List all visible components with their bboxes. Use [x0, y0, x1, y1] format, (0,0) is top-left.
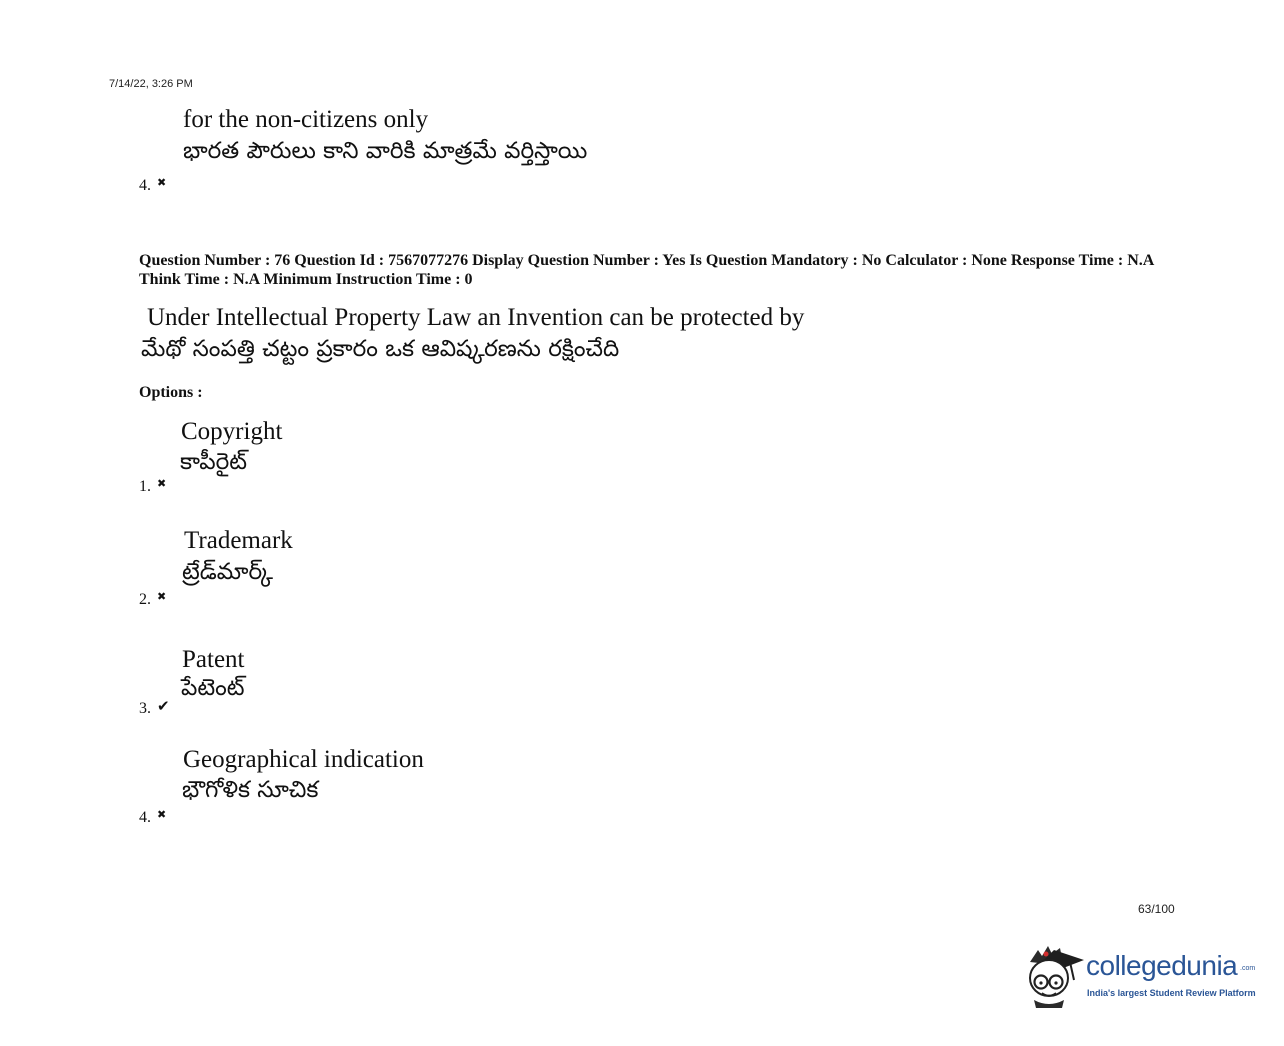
option-1-marker	[139, 478, 166, 496]
logo-domain-suffix: .com	[1240, 965, 1256, 972]
collegedunia-mascot-icon	[1024, 940, 1088, 1010]
cross-icon: ✖	[157, 477, 167, 490]
option-2-text-telugu: ట్రేడ్‌మార్క్	[182, 559, 273, 585]
print-timestamp: 7/14/22, 3:26 PM	[109, 78, 193, 90]
logo-tagline: India's largest Student Review Platform	[1087, 988, 1256, 998]
option-4-marker	[139, 809, 166, 827]
option-3-text-english: Patent	[182, 646, 245, 673]
cross-icon: ✖	[157, 808, 167, 821]
option-1-text-telugu: కాపీరైట్	[180, 449, 247, 475]
cross-icon: ✖	[157, 176, 167, 189]
option-4-text-telugu: భౌగోళిక సూచిక	[182, 777, 319, 803]
option-number: 3.	[139, 700, 151, 717]
page-number: 63/100	[1138, 902, 1175, 916]
previous-option-text-telugu: భారత పౌరులు కాని వారికి మాత్రమే వర్తిస్తాయి	[183, 138, 588, 164]
logo-wordmark: collegedunia	[1086, 950, 1238, 981]
option-3-text-telugu: పేటెంట్	[181, 675, 245, 701]
option-number: 4.	[139, 809, 151, 826]
option-1-text-english: Copyright	[181, 418, 283, 445]
question-text-english: Under Intellectual Property Law an Invention can be protected by	[147, 304, 805, 331]
previous-option-text-english: for the non-citizens only	[183, 106, 429, 133]
question-text-telugu: మేథో సంపత్తి చట్టం ప్రకారం ఒక ఆవిష్కరణను రక్షించేది	[141, 336, 620, 362]
option-2-text-english: Trademark	[184, 527, 293, 554]
option-3-marker	[139, 699, 170, 718]
option-number: 1.	[139, 478, 151, 495]
check-icon: ✔	[157, 697, 170, 715]
cross-icon: ✖	[157, 590, 167, 603]
option-number: 2.	[139, 591, 151, 608]
option-number: 4.	[139, 177, 151, 194]
option-2-marker	[139, 591, 166, 609]
previous-option-marker	[139, 177, 166, 195]
question-metadata: Question Number : 76 Question Id : 7567077276 Display Question Number : Yes Is Question Mandatory : No Calculator : None Response Time : N.A Think Time : N.A Minimum Instruction Time : 0	[139, 252, 1154, 288]
option-4-text-english: Geographical indication	[183, 746, 424, 773]
options-label: Options :	[139, 384, 203, 401]
